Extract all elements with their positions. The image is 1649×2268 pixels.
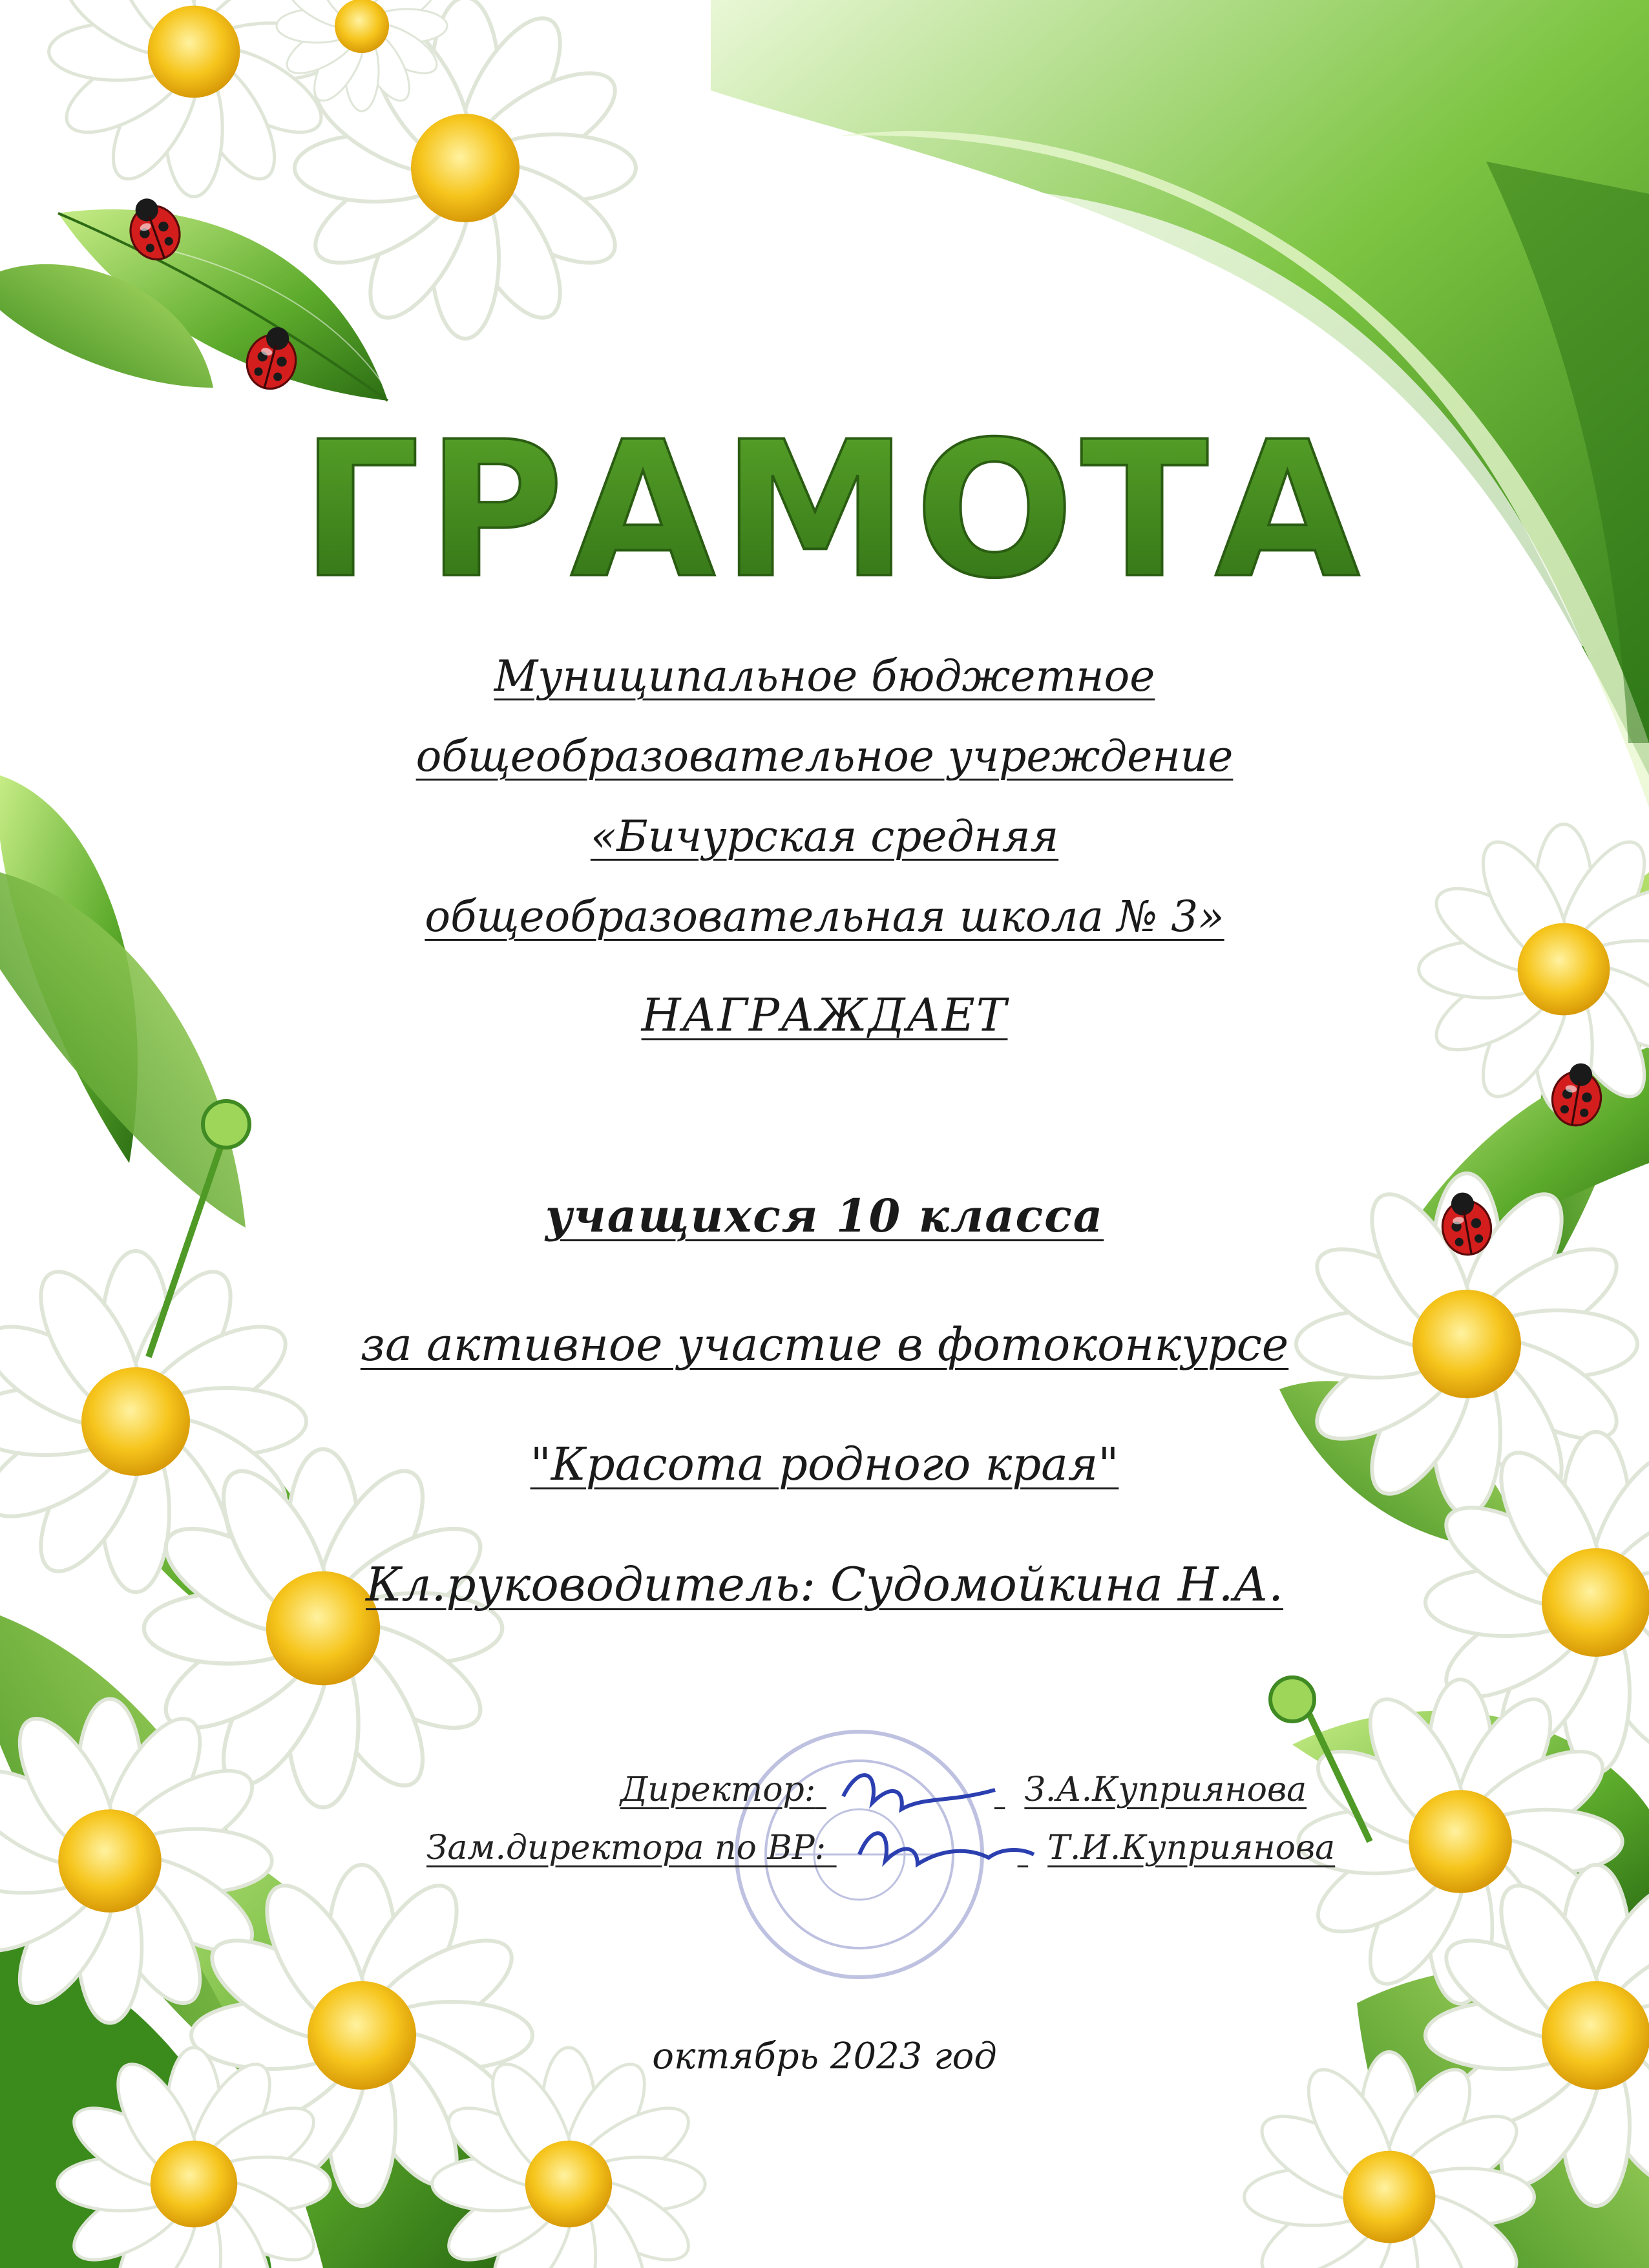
class-teacher: Кл.руководитель: Судомойкина Н.А. [366, 1557, 1283, 1612]
certificate-title: ГРАМОТА [300, 402, 1367, 620]
organization-line: Муниципальное бюджетное [494, 651, 1155, 701]
award-reason: за активное участие в фотоконкурсе [360, 1318, 1289, 1371]
organization-line: общеобразовательная школа № 3» [425, 892, 1224, 941]
organization-line: общеобразовательное учреждение [415, 731, 1234, 781]
organization-name [0, 636, 1649, 957]
director-role: Директор: [620, 1770, 816, 1809]
deputy-signature-line [426, 1829, 1335, 1867]
recipient: учащихся 10 класса [545, 1189, 1104, 1243]
certificate-title-art [300, 402, 1366, 620]
director-signature-line [620, 1770, 1307, 1809]
director-name: З.А.Куприянова [1024, 1770, 1307, 1809]
issue-date: октябрь 2023 год [652, 2035, 997, 2077]
contest-name: "Красота родного края" [530, 1438, 1119, 1491]
award-verb: НАГРАЖДАЕТ [641, 989, 1008, 1042]
deputy-role: Зам.директора по ВР: [426, 1829, 826, 1867]
deputy-name: Т.И.Куприянова [1047, 1829, 1336, 1867]
organization-line: «Бичурская средняя [590, 812, 1059, 861]
